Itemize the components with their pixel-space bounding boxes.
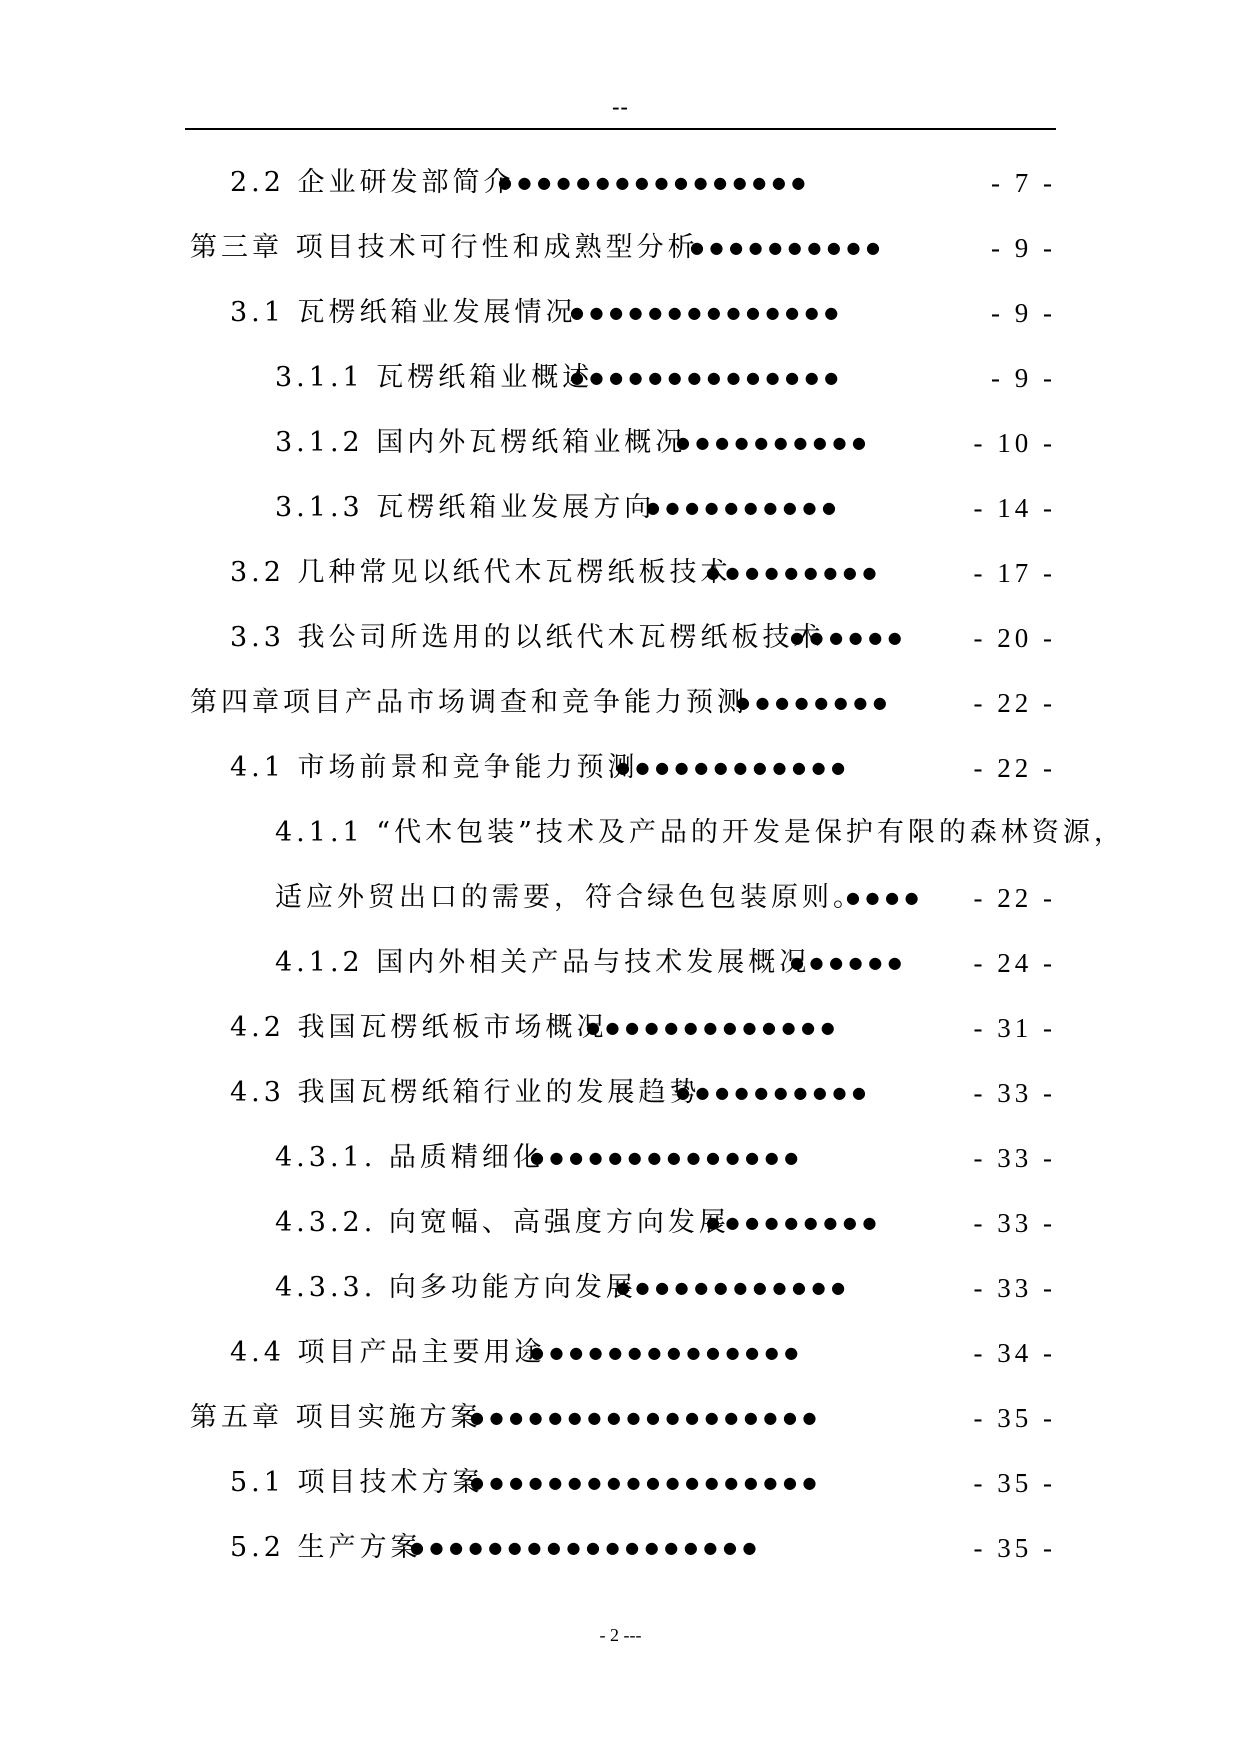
dot-leader: ●●●●●●●●●● [646, 498, 842, 517]
toc-entry-page: - 9 - [991, 233, 1056, 263]
dot-leader: ●●●●●●●●●●●●●● [570, 303, 844, 322]
toc-entry-title: 3.2 几种常见以纸代木瓦楞纸板技术 [230, 557, 732, 588]
toc-entry-page: - 35 - [973, 1533, 1056, 1563]
toc-entry-title: 5.2 生产方案 [230, 1532, 422, 1563]
toc-entry-page: - 33 - [973, 1078, 1056, 1108]
dot-leader: ●●●●●●●●●●●●●●●●●● [410, 1538, 763, 1557]
toc-entry-title: 第五章 项目实施方案 [190, 1402, 482, 1433]
toc-entry-title: 第三章 项目技术可行性和成熟型分析 [190, 232, 699, 263]
page-header [185, 88, 1056, 130]
dot-leader: ●●●●●●●●●●●●●● [570, 368, 844, 387]
toc-entry[interactable] [0, 358, 1241, 398]
toc-entry-title: 4.3.1. 品质精细化 [275, 1142, 544, 1173]
toc-entry[interactable] [0, 878, 1241, 918]
toc-entry-page: - 33 - [973, 1143, 1056, 1173]
toc-entry-title: 4.1.2 国内外相关产品与技术发展概况 [275, 947, 811, 978]
toc-entry-title: 3.3 我公司所选用的以纸代木瓦楞纸板技术 [230, 622, 825, 653]
dot-leader: ●●●●●●●●● [706, 563, 883, 582]
dot-leader: ●●●●●● [790, 953, 908, 972]
page-number: - 2 --- [599, 1625, 642, 1645]
toc-entry-page: - 14 - [973, 493, 1056, 523]
dot-leader: ●●●●●●●●●●●●●●●● [498, 173, 811, 192]
toc-entry[interactable] [0, 618, 1241, 658]
toc-entry[interactable] [0, 1333, 1241, 1373]
toc-entry[interactable] [0, 1528, 1241, 1568]
toc-entry-page: - 9 - [991, 363, 1056, 393]
toc-entry-title: 4.2 我国瓦楞纸板市场概况 [230, 1012, 608, 1043]
toc-entry[interactable] [0, 1073, 1241, 1113]
toc-entry[interactable] [0, 228, 1241, 268]
toc-entry-title: 4.3.2. 向宽幅、高强度方向发展 [275, 1207, 730, 1238]
header-mark: -- [612, 94, 629, 119]
toc-entry[interactable] [0, 1008, 1241, 1048]
toc-entry-page: - 22 - [973, 883, 1056, 913]
toc-entry[interactable] [0, 423, 1241, 463]
toc-entry-title: 4.1.1 “代木包装”技术及产品的开发是保护有限的森林资源， [275, 817, 1125, 848]
toc-entry-title: 4.3 我国瓦楞纸箱行业的发展趋势 [230, 1077, 701, 1108]
toc-entry-page: - 31 - [973, 1013, 1056, 1043]
dot-leader: ●●●● [846, 888, 925, 907]
dot-leader: ●●●●●●●●●●●●● [586, 1018, 841, 1037]
toc-entry-title: 3.1 瓦楞纸箱业发展情况 [230, 297, 577, 328]
toc-entry-page: - 24 - [973, 948, 1056, 978]
toc-entry-page: - 22 - [973, 753, 1056, 783]
toc-entry-title: 3.1.1 瓦楞纸箱业概述 [275, 362, 594, 393]
dot-leader: ●●●●●●●●●● [676, 433, 872, 452]
toc-entry[interactable] [0, 1268, 1241, 1308]
toc-entry-page: - 22 - [973, 688, 1056, 718]
toc-entry-page: - 17 - [973, 558, 1056, 588]
toc-entry[interactable] [0, 748, 1241, 788]
toc-entry[interactable] [0, 1138, 1241, 1178]
toc-entry[interactable] [0, 683, 1241, 723]
toc-entry[interactable] [0, 943, 1241, 983]
dot-leader: ●●●●●●●●●●●● [616, 1278, 851, 1297]
dot-leader: ●●●●●●●●●●●●●●●●●● [470, 1473, 823, 1492]
toc-entry-title: 第四章项目产品市场调查和竞争能力预测 [190, 687, 748, 718]
toc-entry-page: - 34 - [973, 1338, 1056, 1368]
toc-entry[interactable] [0, 1463, 1241, 1503]
toc-entry-page: - 9 - [991, 298, 1056, 328]
toc-entry-page: - 33 - [973, 1208, 1056, 1238]
toc-entry-page: - 35 - [973, 1403, 1056, 1433]
toc-entry-title: 适应外贸出口的需要，符合绿色包装原则。 [275, 882, 864, 913]
dot-leader: ●●●●●●●● [736, 693, 893, 712]
toc-entry-title: 5.1 项目技术方案 [230, 1467, 484, 1498]
dot-leader: ●●●●●● [790, 628, 908, 647]
toc-entry-title: 3.1.3 瓦楞纸箱业发展方向 [275, 492, 656, 523]
dot-leader: ●●●●●●●●● [706, 1213, 883, 1232]
toc-entry[interactable] [0, 163, 1241, 203]
toc-entry-title: 4.4 项目产品主要用途 [230, 1337, 546, 1368]
toc-entry[interactable] [0, 553, 1241, 593]
toc-entry-title: 3.1.2 国内外瓦楞纸箱业概况 [275, 427, 687, 458]
toc-entry[interactable] [0, 1203, 1241, 1243]
dot-leader: ●●●●●●●●●● [690, 238, 886, 257]
toc-entry-page: - 10 - [973, 428, 1056, 458]
dot-leader: ●●●●●●●●●● [676, 1083, 872, 1102]
toc-entry-wrapped[interactable] [0, 813, 1241, 853]
toc-entry[interactable] [0, 1398, 1241, 1438]
toc-entry-page: - 20 - [973, 623, 1056, 653]
toc-entry-title: 4.1 市场前景和竞争能力预测 [230, 752, 639, 783]
toc-entry-title: 2.2 企业研发部简介 [230, 167, 515, 198]
toc-entry-title: 4.3.3. 向多功能方向发展 [275, 1272, 637, 1303]
toc-entry[interactable] [0, 488, 1241, 528]
dot-leader: ●●●●●●●●●●●●●● [530, 1148, 804, 1167]
toc-entry[interactable] [0, 293, 1241, 333]
toc-entry-page: - 35 - [973, 1468, 1056, 1498]
dot-leader: ●●●●●●●●●●●●●●●●●● [470, 1408, 823, 1427]
toc-entry-page: - 7 - [991, 168, 1056, 198]
dot-leader: ●●●●●●●●●●●●●● [530, 1343, 804, 1362]
dot-leader: ●●●●●●●●●●●● [616, 758, 851, 777]
toc-entry-page: - 33 - [973, 1273, 1056, 1303]
